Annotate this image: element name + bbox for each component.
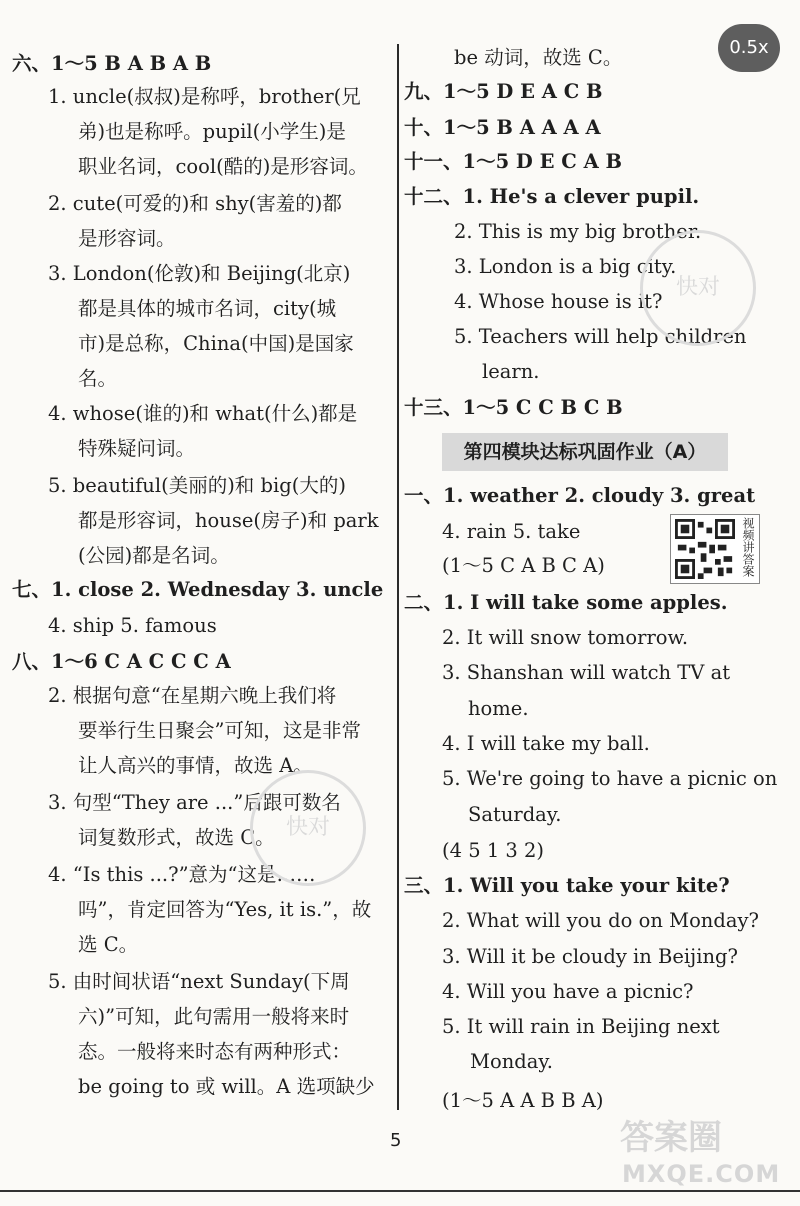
- section-8-answers: 八、1～6 C A C C C A: [12, 650, 231, 673]
- explanation-line: 市)是总称，China(中国)是国家: [78, 332, 354, 355]
- answer-line: 3. Will it be cloudy in Beijing?: [442, 945, 738, 968]
- explanation-line: 是形容词。: [78, 227, 176, 250]
- answer-line: 5. It will rain in Beijing next: [442, 1015, 720, 1038]
- explanation-line: 特殊疑问词。: [78, 437, 196, 460]
- section-6-answers: 六、1～5 B A B A B: [12, 52, 212, 75]
- section-12-answers: 十二、1. He's a clever pupil.: [404, 185, 700, 208]
- explanation-line: 5. 由时间状语“next Sunday(下周: [48, 970, 350, 993]
- explanation-line: 都是形容词，house(房子)和 park: [78, 509, 379, 532]
- explanation-line: 弟)也是称呼。pupil(小学生)是: [78, 120, 346, 143]
- explanation-line: 3. 句型“They are ...”后跟可数名: [48, 791, 341, 814]
- answer-line: 3. London is a big city.: [454, 255, 677, 278]
- page-number: 5: [390, 1130, 402, 1151]
- explanation-line: 职业名词，cool(酷的)是形容词。: [78, 155, 368, 178]
- site-watermark: [620, 1110, 795, 1200]
- answer-line: Saturday.: [468, 803, 562, 826]
- explanation-line: 5. beautiful(美丽的)和 big(大的): [48, 474, 346, 497]
- explanation-line: 态。一般将来时态有两种形式：: [78, 1040, 352, 1063]
- explanation-line: 词复数形式，故选 C。: [78, 826, 275, 849]
- answer-line: 4. I will take my ball.: [442, 732, 650, 755]
- part-2-answers: 二、1. I will take some apples.: [404, 591, 728, 614]
- answer-line: 4. rain 5. take: [442, 520, 581, 543]
- module-heading: 第四模块达标巩固作业（A）: [442, 433, 728, 471]
- answer-line: 4. Whose house is it?: [454, 290, 663, 313]
- explanation-line: 让人高兴的事情，故选 A。: [78, 754, 313, 777]
- explanation-line: 4. “Is this ...?”意为“这是……: [48, 863, 316, 886]
- explanation-line: be going to 或 will。A 选项缺少: [78, 1075, 375, 1098]
- video-qr-code[interactable]: [670, 514, 760, 584]
- qr-code-icon: [675, 519, 735, 579]
- explanation-line: 六)”可知，此句需用一般将来时: [78, 1005, 350, 1028]
- explanation-line: 都是具体的城市名词，city(城: [78, 297, 337, 320]
- answer-line: 5. We're going to have a picnic on: [442, 767, 778, 790]
- answer-line: (1～5 A A B B A): [442, 1089, 604, 1112]
- section-13-answers: 十三、1～5 C C B C B: [404, 396, 623, 419]
- part-3-answers: 三、1. Will you take your kite?: [404, 874, 730, 897]
- section-7-answers: 七、1. close 2. Wednesday 3. uncle: [12, 578, 384, 601]
- answer-line: (4 5 1 3 2): [442, 839, 545, 862]
- section-11-answers: 十一、1～5 D E C A B: [404, 150, 622, 173]
- answer-line: (1～5 C A B C A): [442, 554, 605, 577]
- answer-line: Monday.: [470, 1050, 553, 1073]
- explanation-line: be 动词，故选 C。: [454, 46, 623, 69]
- answer-line: 2. What will you do on Monday?: [442, 909, 759, 932]
- playback-speed-badge[interactable]: 0.5x: [718, 24, 780, 72]
- explanation-line: 4. whose(谁的)和 what(什么)都是: [48, 402, 358, 425]
- section-9-answers: 九、1～5 D E A C B: [404, 80, 603, 103]
- faint-stamp: 快对: [250, 770, 366, 886]
- explanation-line: 选 C。: [78, 933, 139, 956]
- answer-line: home.: [468, 697, 529, 720]
- answer-line: 2. This is my big brother.: [454, 220, 702, 243]
- explanation-line: 1. uncle(叔叔)是称呼，brother(兄: [48, 85, 361, 108]
- explanation-line: (公园)都是名词。: [78, 544, 230, 567]
- answer-line: 5. Teachers will help children: [454, 325, 747, 348]
- explanation-line: 2. 根据句意“在星期六晚上我们将: [48, 684, 337, 707]
- explanation-line: 3. London(伦敦)和 Beijing(北京): [48, 262, 351, 285]
- explanation-line: 名。: [78, 367, 118, 390]
- answer-line: learn.: [482, 360, 540, 383]
- explanation-line: 吗”，肯定回答为“Yes, it is.”，故: [78, 898, 372, 921]
- answer-line: 2. It will snow tomorrow.: [442, 626, 689, 649]
- column-divider: [397, 44, 399, 1110]
- explanation-line: 要举行生日聚会”可知，这是非常: [78, 719, 361, 742]
- faint-stamp: 快对: [640, 230, 756, 346]
- section-10-answers: 十、1～5 B A A A A: [404, 116, 601, 139]
- explanation-line: 2. cute(可爱的)和 shy(害羞的)都: [48, 192, 342, 215]
- answer-line: 3. Shanshan will watch TV at: [442, 661, 731, 684]
- watermark-en: MXQE.COM: [622, 1160, 781, 1188]
- part-1-answers: 一、1. weather 2. cloudy 3. great: [404, 484, 756, 507]
- answer-line: 4. ship 5. famous: [48, 614, 217, 637]
- answer-line: 4. Will you have a picnic?: [442, 980, 694, 1003]
- qr-label: 视频讲答案: [741, 517, 755, 577]
- watermark-cn: 答案圈: [620, 1118, 722, 1158]
